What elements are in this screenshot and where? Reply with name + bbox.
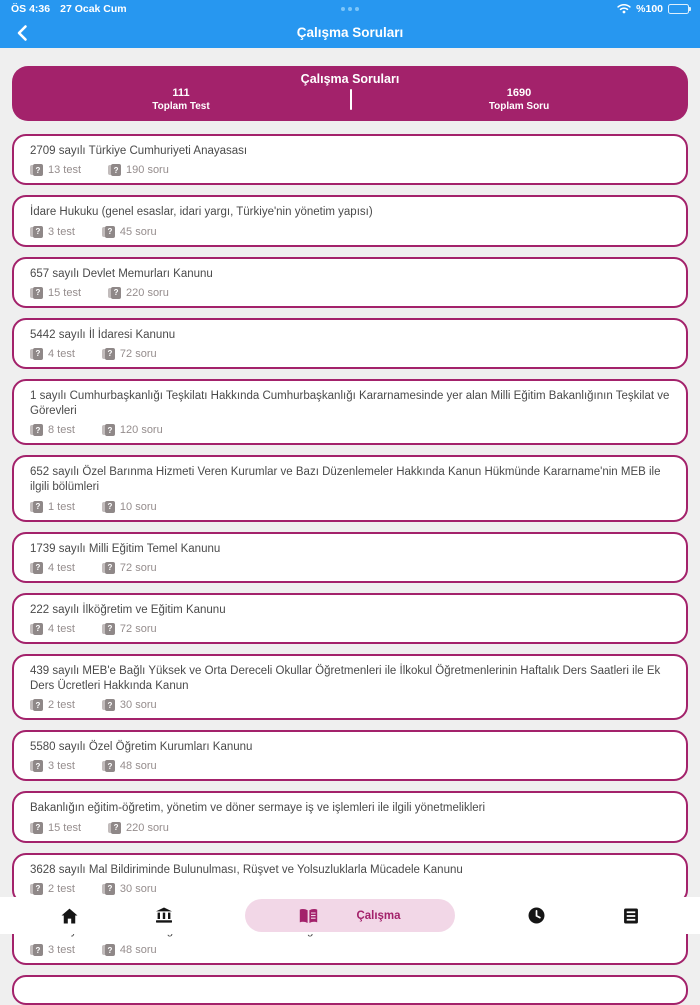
test-count-label: 13 test bbox=[48, 164, 82, 177]
test-count bbox=[30, 699, 75, 711]
list-icon bbox=[623, 908, 639, 924]
total-soru-label: Toplam Soru bbox=[488, 100, 550, 112]
test-count-label: 8 test bbox=[48, 424, 75, 437]
question-count bbox=[102, 760, 157, 772]
quiz-book-icon: ? bbox=[102, 883, 115, 895]
topic-title: 5580 sayılı Özel Öğretim Kurumları Kanunu bbox=[30, 741, 253, 754]
question-count-label: 45 soru bbox=[119, 225, 157, 238]
quiz-book-icon: ? bbox=[102, 424, 115, 436]
test-count bbox=[30, 944, 75, 956]
quiz-book-icon: ? bbox=[102, 501, 115, 513]
nav-institutions[interactable] bbox=[151, 903, 177, 929]
quiz-book-icon: ? bbox=[30, 760, 43, 772]
quiz-book-icon: ? bbox=[30, 424, 43, 436]
nav-results[interactable] bbox=[618, 903, 644, 929]
quiz-book-icon: ? bbox=[30, 287, 43, 299]
quiz-book-icon: ? bbox=[102, 226, 115, 238]
question-count-label: 30 soru bbox=[119, 882, 157, 895]
quiz-book-icon: ? bbox=[30, 348, 43, 360]
test-count-label: 4 test bbox=[48, 347, 75, 360]
topic-card[interactable] bbox=[12, 593, 688, 644]
status-time: ÖS 4:36 bbox=[11, 2, 51, 15]
quiz-book-icon: ? bbox=[102, 623, 115, 635]
quiz-book-icon: ? bbox=[30, 164, 43, 176]
quiz-book-icon: ? bbox=[30, 699, 43, 711]
question-count-label: 72 soru bbox=[119, 347, 157, 360]
question-count bbox=[108, 164, 169, 176]
test-count-label: 3 test bbox=[48, 225, 75, 238]
back-button[interactable] bbox=[10, 21, 34, 45]
summary-card bbox=[12, 66, 688, 121]
quiz-book-icon: ? bbox=[108, 164, 121, 176]
page-title: Çalışma Soruları bbox=[296, 25, 404, 40]
question-count-label: 10 soru bbox=[119, 500, 157, 513]
quiz-book-icon: ? bbox=[30, 883, 43, 895]
question-count-label: 72 soru bbox=[119, 561, 157, 574]
test-count-label: 4 test bbox=[48, 622, 75, 635]
topic-card-partial[interactable] bbox=[12, 975, 688, 1005]
test-count-label: 3 test bbox=[48, 944, 75, 956]
bottom-nav bbox=[0, 897, 700, 934]
bank-icon bbox=[155, 907, 173, 924]
quiz-book-icon: ? bbox=[108, 287, 121, 299]
summary-title: Çalışma Soruları bbox=[300, 72, 400, 86]
quiz-book-icon: ? bbox=[108, 822, 121, 834]
test-count bbox=[30, 501, 75, 513]
nav-home[interactable] bbox=[56, 903, 82, 929]
nav-study-active[interactable] bbox=[245, 899, 455, 932]
nav-history[interactable] bbox=[524, 903, 550, 929]
app-header bbox=[0, 17, 700, 48]
question-count bbox=[102, 348, 157, 360]
quiz-book-icon: ? bbox=[30, 501, 43, 513]
quiz-book-icon: ? bbox=[30, 562, 43, 574]
battery-icon bbox=[668, 4, 689, 14]
test-count-label: 2 test bbox=[48, 882, 75, 895]
question-count bbox=[102, 226, 157, 238]
topic-card[interactable] bbox=[12, 791, 688, 842]
test-count bbox=[30, 226, 75, 238]
home-icon bbox=[61, 908, 78, 924]
quiz-book-icon: ? bbox=[30, 944, 43, 956]
wifi-icon bbox=[617, 3, 631, 14]
test-count bbox=[30, 760, 75, 772]
test-count-label: 15 test bbox=[48, 286, 82, 299]
test-count bbox=[30, 623, 75, 635]
summary-divider bbox=[350, 89, 352, 110]
test-count-label: 4 test bbox=[48, 561, 75, 574]
topic-title: İdare Hukuku (genel esaslar, idari yargı, Türkiye'nin yönetim yapısı) bbox=[30, 206, 373, 219]
test-count-label: 2 test bbox=[48, 699, 75, 712]
question-count-label: 220 soru bbox=[126, 821, 169, 834]
topic-title: 1739 sayılı Milli Eğitim Temel Kanunu bbox=[30, 542, 221, 555]
battery-percent: %100 bbox=[636, 2, 663, 15]
test-count bbox=[30, 562, 75, 574]
question-count bbox=[102, 501, 157, 513]
topic-title: Bakanlığın eğitim-öğretim, yönetim ve döner sermaye iş ve işlemleri ile ilgili yönetmelikleri bbox=[30, 802, 486, 815]
open-book-icon bbox=[299, 908, 318, 924]
question-count-label: 30 soru bbox=[119, 699, 157, 712]
topic-title: 5442 sayılı İl İdaresi Kanunu bbox=[30, 328, 176, 341]
question-count bbox=[102, 699, 157, 711]
test-count bbox=[30, 287, 81, 299]
quiz-book-icon: ? bbox=[30, 623, 43, 635]
nav-study-label: Çalışma bbox=[356, 909, 401, 922]
total-soru-value: 1690 bbox=[506, 87, 532, 99]
test-count-label: 3 test bbox=[48, 760, 75, 773]
total-test-label: Toplam Test bbox=[152, 100, 210, 112]
topic-title: 3628 sayılı Mal Bildiriminde Bulunulması, Rüşvet ve Yolsuzluklarla Mücadele Kanunu bbox=[30, 863, 463, 876]
chevron-left-icon bbox=[16, 25, 28, 41]
quiz-book-icon: ? bbox=[30, 226, 43, 238]
total-test-stat bbox=[12, 87, 350, 113]
topic-card[interactable] bbox=[12, 134, 688, 185]
topic-card[interactable] bbox=[12, 257, 688, 308]
topic-card[interactable] bbox=[12, 455, 688, 521]
test-count bbox=[30, 883, 75, 895]
question-count-label: 48 soru bbox=[119, 760, 157, 773]
question-count-label: 48 soru bbox=[119, 944, 157, 956]
question-count bbox=[108, 822, 169, 834]
test-count bbox=[30, 424, 75, 436]
quiz-book-icon: ? bbox=[102, 699, 115, 711]
topic-card[interactable] bbox=[12, 318, 688, 369]
status-bar bbox=[0, 0, 700, 17]
topic-card[interactable] bbox=[12, 730, 688, 781]
test-count bbox=[30, 348, 75, 360]
quiz-book-icon: ? bbox=[102, 760, 115, 772]
question-count bbox=[108, 287, 169, 299]
question-count-label: 190 soru bbox=[126, 164, 169, 177]
question-count-label: 72 soru bbox=[119, 622, 157, 635]
question-count-label: 220 soru bbox=[126, 286, 169, 299]
test-count bbox=[30, 822, 81, 834]
topic-title: 222 sayılı İlköğretim ve Eğitim Kanunu bbox=[30, 603, 226, 616]
test-count-label: 1 test bbox=[48, 500, 75, 513]
topic-card[interactable] bbox=[12, 532, 688, 583]
topic-title: 652 sayılı Özel Barınma Hizmeti Veren Kurumlar ve Bazı Düzenlemeler Hakkında Kanun Hükmünde Kararname'nin MEB ile ilgili bölümleri bbox=[30, 466, 661, 494]
topic-card[interactable] bbox=[12, 379, 688, 445]
topic-title: 439 sayılı MEB'e Bağlı Yüksek ve Orta Dereceli Okullar Öğretmenleri ile İlkokul Öğretmenlerinin Haftalık Ders Saatleri ile Ek Ders Ücretleri Hakkında Kanun bbox=[30, 664, 661, 693]
test-count-label: 15 test bbox=[48, 821, 82, 834]
clock-icon bbox=[528, 907, 545, 924]
total-soru-stat bbox=[350, 87, 688, 113]
quiz-book-icon: ? bbox=[102, 348, 115, 360]
multitasking-dots-icon bbox=[341, 7, 359, 11]
quiz-book-icon: ? bbox=[102, 944, 115, 956]
topic-list bbox=[0, 134, 700, 1005]
total-test-value: 111 bbox=[172, 87, 190, 99]
topic-card[interactable] bbox=[12, 654, 688, 720]
question-count bbox=[102, 883, 157, 895]
quiz-book-icon: ? bbox=[102, 562, 115, 574]
question-count bbox=[102, 623, 157, 635]
question-count bbox=[102, 424, 163, 436]
quiz-book-icon: ? bbox=[30, 822, 43, 834]
test-count bbox=[30, 164, 81, 176]
topic-title: 2709 sayılı Türkiye Cumhuriyeti Anayasası bbox=[30, 145, 248, 158]
topic-title: 657 sayılı Devlet Memurları Kanunu bbox=[30, 267, 213, 280]
topic-card[interactable] bbox=[12, 195, 688, 246]
question-count bbox=[102, 562, 157, 574]
status-date: 27 Ocak Cum bbox=[60, 2, 127, 15]
question-count bbox=[102, 944, 157, 956]
topic-title: 1 sayılı Cumhurbaşkanlığı Teşkilatı Hakkında Cumhurbaşkanlığı Kararnamesinde yer alan Milli Eğitim Bakanlığının Teşkilat ve Görevleri bbox=[30, 389, 670, 418]
question-count-label: 120 soru bbox=[119, 424, 163, 437]
